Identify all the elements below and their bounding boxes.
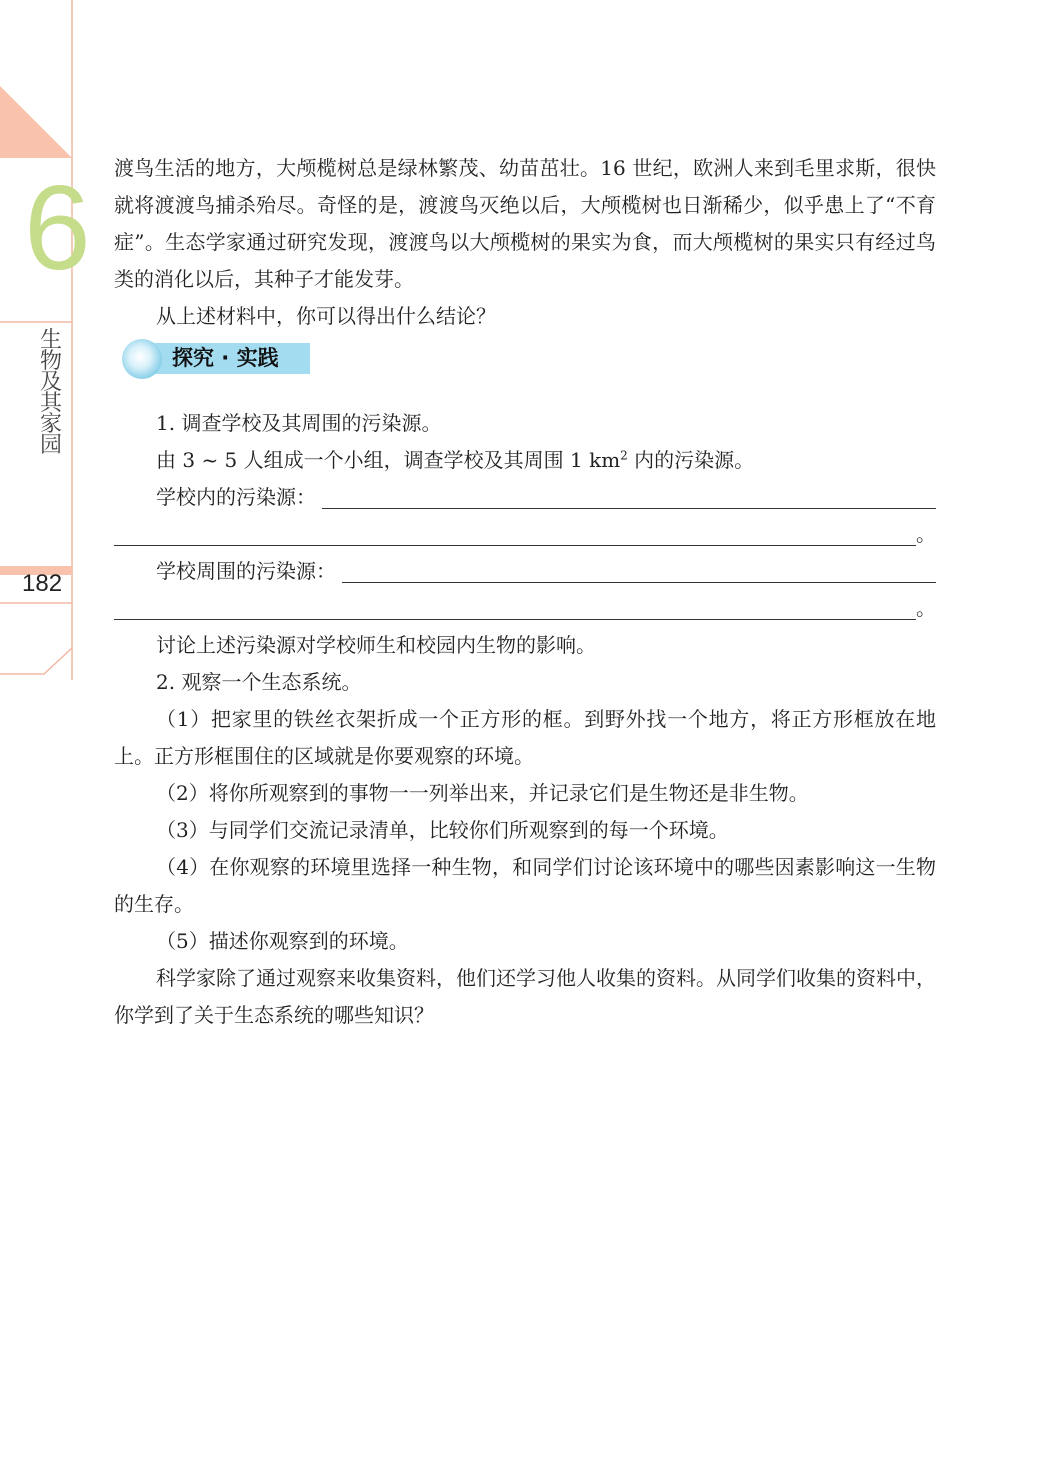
step-1: （1）把家里的铁丝衣架折成一个正方形的框。到野外找一个地方，将正方形框放在地上。正方形框围住的区域就是你要观察的环境。 <box>114 707 936 768</box>
page-content <box>114 150 936 1034</box>
section-title: 探究 · 实践 <box>172 346 279 370</box>
inside-pollution-answer-line[interactable] <box>114 479 936 516</box>
item-1-description: 由 3 ~ 5 人组成一个小组，调查学校及其周围 1 $km^2$ 内的污染源。 <box>156 448 755 472</box>
around-pollution-answer-line[interactable] <box>114 553 936 590</box>
chapter-title: 生 物 及 其 家 园 <box>39 328 62 458</box>
inside-pollution-label: 学校内的污染源： <box>156 485 316 509</box>
chapter-number: 6 <box>24 161 91 295</box>
chapter-sidebar <box>0 0 91 1474</box>
item-1-title: 1. 调查学校及其周围的污染源。 <box>156 411 442 435</box>
answer-blank[interactable] <box>322 508 936 509</box>
step-4: （4）在你观察的环境里选择一种生物，和同学们讨论该环境中的哪些因素影响这一生物的生存。 <box>114 855 936 916</box>
intro-paragraph: 渡鸟生活的地方，大颅榄树总是绿林繁茂、幼苗茁壮。16 世纪，欧洲人来到毛里求斯，很快就将渡渡鸟捕杀殆尽。奇怪的是，渡渡鸟灭绝以后，大颅榄树也日渐稀少，似乎患上了“不育症”。生态学家通过研究发现，渡渡鸟以大颅榄树的果实为食，而大颅榄树的果实只有经过鸟类的消化以后，其种子才能发芽。 <box>114 156 936 291</box>
answer-blank[interactable] <box>114 619 916 620</box>
page-number: 182 <box>22 570 63 597</box>
around-pollution-answer-line-2[interactable] <box>114 590 936 627</box>
discussion-paragraph: 讨论上述污染源对学校师生和校园内生物的影响。 <box>156 633 596 657</box>
step-2: （2）将你所观察到的事物一一列举出来，并记录它们是生物还是非生物。 <box>156 781 809 805</box>
closing-paragraph: 科学家除了通过观察来收集资料，他们还学习他人收集的资料。从同学们收集的资料中，你学到了关于生态系统的哪些知识？ <box>114 966 936 1027</box>
step-5: （5）描述你观察到的环境。 <box>156 929 409 953</box>
section-header <box>114 337 936 401</box>
answer-blank[interactable] <box>342 582 936 583</box>
inside-pollution-answer-line-2[interactable] <box>114 516 936 553</box>
corner-tab <box>0 86 72 158</box>
period-mark: 。 <box>916 596 936 620</box>
period-mark: 。 <box>916 522 936 546</box>
bubble-icon <box>122 339 162 379</box>
step-3: （3）与同学们交流记录清单，比较你们所观察到的每一个环境。 <box>156 818 729 842</box>
around-pollution-label: 学校周围的污染源： <box>156 559 336 583</box>
answer-blank[interactable] <box>114 545 916 546</box>
question-paragraph: 从上述材料中，你可以得出什么结论？ <box>156 304 496 328</box>
item-2-title: 2. 观察一个生态系统。 <box>156 670 362 694</box>
